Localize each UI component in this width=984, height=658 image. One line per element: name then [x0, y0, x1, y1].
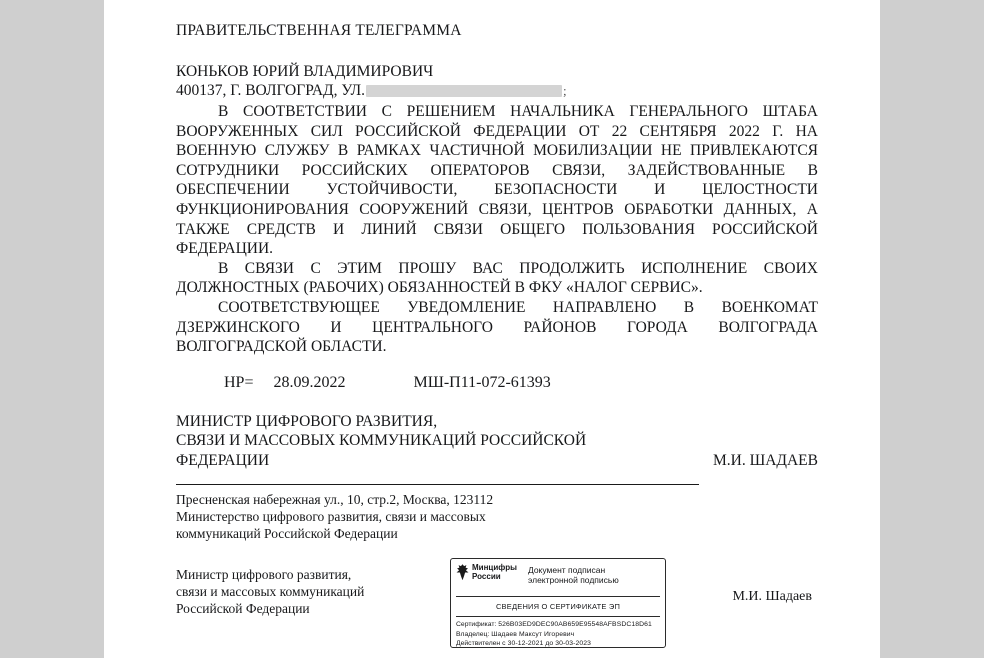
addressee-block	[176, 62, 818, 100]
addressee-address-text: 400137, Г. ВОЛГОГРАД, УЛ.	[176, 82, 365, 99]
stamp-cert-label: Сертификат:	[456, 621, 497, 629]
signer-title-line-1: МИНИСТР ЦИФРОВОГО РАЗВИТИЯ,	[176, 412, 438, 430]
org-address-line-3: коммуникаций Российской Федерации	[176, 526, 398, 542]
reference-number: МШ-П11-072-61393	[413, 373, 551, 391]
stamp-valid-row	[456, 639, 660, 649]
addressee-address	[176, 81, 818, 100]
reference-row	[176, 374, 818, 392]
org-address-line-2: Министерство цифрового развития, связи и массовых	[176, 509, 486, 525]
stamp-signed-text	[528, 563, 619, 585]
footer-signer-name: М.И. Шадаев	[732, 589, 812, 605]
stamp-owner-row	[456, 630, 660, 640]
document-page	[104, 0, 880, 658]
reference-label: НР=	[224, 373, 254, 391]
stamp-owner-label: Владелец:	[456, 630, 490, 638]
stamp-signed-line-1: Документ подписан	[527, 565, 606, 576]
footer-block	[176, 563, 818, 648]
stamp-logo-line-1: Минцифры	[472, 563, 517, 573]
stamp-certificate-band: СВЕДЕНИЯ О СЕРТИФИКАТЕ ЭП	[456, 596, 660, 617]
signer-title-line-3: ФЕДЕРАЦИИ	[176, 451, 270, 469]
organization-address-block	[176, 491, 818, 542]
stamp-cert-value: 526B03ED9DEC90AB659E95548AFBSDC18D61	[498, 621, 652, 629]
footer-org-line-2: связи и массовых коммуникаций	[176, 584, 365, 600]
stamp-logo-line-2: России	[472, 572, 501, 582]
org-address-line-1: Пресненская набережная ул., 10, стр.2, Москва, 123112	[176, 492, 494, 508]
stamp-valid-value: с 30-12-2021 до 30-03-2023	[502, 640, 592, 648]
section-divider	[176, 484, 699, 485]
signer-title-line-2: СВЯЗИ И МАССОВЫХ КОММУНИКАЦИЙ РОССИЙСКОЙ	[176, 432, 587, 450]
stamp-owner-value: Шадаев Максут Игоревич	[491, 630, 575, 638]
coat-of-arms-icon	[456, 564, 469, 580]
stamp-logo-text	[472, 563, 517, 581]
stamp-header	[456, 563, 660, 593]
signer-block	[176, 412, 818, 471]
stamp-valid-label: Действителен	[456, 640, 501, 648]
footer-org-block	[176, 566, 476, 617]
paragraph-2: В СВЯЗИ С ЭТИМ ПРОШУ ВАС ПРОДОЛЖИТЬ ИСПОЛНЕНИЕ СВОИХ ДОЛЖНОСТНЫХ (РАБОЧИХ) ОБЯЗАННОСТЕЙ В ФКУ «НАЛОГ СЕРВИС».	[176, 259, 818, 297]
reference-date: 28.09.2022	[273, 373, 346, 391]
paragraph-3: СООТВЕТСТВУЮЩЕЕ УВЕДОМЛЕНИЕ НАПРАВЛЕНО В ВОЕНКОМАТ ДЗЕРЖИНСКОГО И ЦЕНТРАЛЬНОГО РАЙОНОВ ГОРОДА ВОЛГОГРАДА ВОЛГОГРАДСКОЙ ОБЛАСТИ.	[176, 298, 818, 356]
addressee-name: КОНЬКОВ ЮРИЙ ВЛАДИМИРОВИЧ	[176, 63, 434, 80]
redacted-address-bar	[366, 85, 562, 97]
stamp-signed-line-2: электронной подписью	[527, 575, 619, 586]
stamp-certificate-details	[456, 617, 660, 649]
signer-name: М.И. ШАДАЕВ	[712, 451, 818, 469]
addressee-address-suffix: ;	[562, 83, 567, 98]
stamp-logo	[456, 563, 517, 581]
document-title: ПРАВИТЕЛЬСТВЕННАЯ ТЕЛЕГРАММА	[176, 22, 462, 39]
stamp-cert-row	[456, 620, 660, 630]
paragraph-1: В СООТВЕТСТВИИ С РЕШЕНИЕМ НАЧАЛЬНИКА ГЕНЕРАЛЬНОГО ШТАБА ВООРУЖЕННЫХ СИЛ РОССИЙСКОЙ ФЕДЕРАЦИИ ОТ 22 СЕНТЯБРЯ 2022 Г. НА ВОЕННУЮ СЛУЖБУ В РАМКАХ ЧАСТИЧНОЙ МОБИЛИЗАЦИИ НЕ ПРИВЛЕКАЮТСЯ СОТРУДНИКИ РОССИЙСКИХ ОПЕРАТОРОВ СВЯЗИ, ЗАДЕЙСТВОВАННЫЕ В ОБЕСПЕЧЕНИИ УСТОЙЧИВОСТИ, БЕЗОПАСНОСТИ И ЦЕЛОСТНОСТИ ФУНКЦИОНИРОВАНИЯ СООРУЖЕНИЙ СВЯЗИ, ЦЕНТРОВ ОБРАБОТКИ ДАННЫХ, А ТАКЖЕ СРЕДСТВ И ЛИНИЙ СВЯЗИ ОБЩЕГО ПОЛЬЗОВАНИЯ РОССИЙСКОЙ ФЕДЕРАЦИИ.	[176, 103, 818, 258]
footer-org-line-3: Российской Федерации	[176, 601, 310, 617]
footer-org-line-1: Министр цифрового развития,	[176, 567, 352, 583]
electronic-signature-stamp	[450, 558, 666, 648]
